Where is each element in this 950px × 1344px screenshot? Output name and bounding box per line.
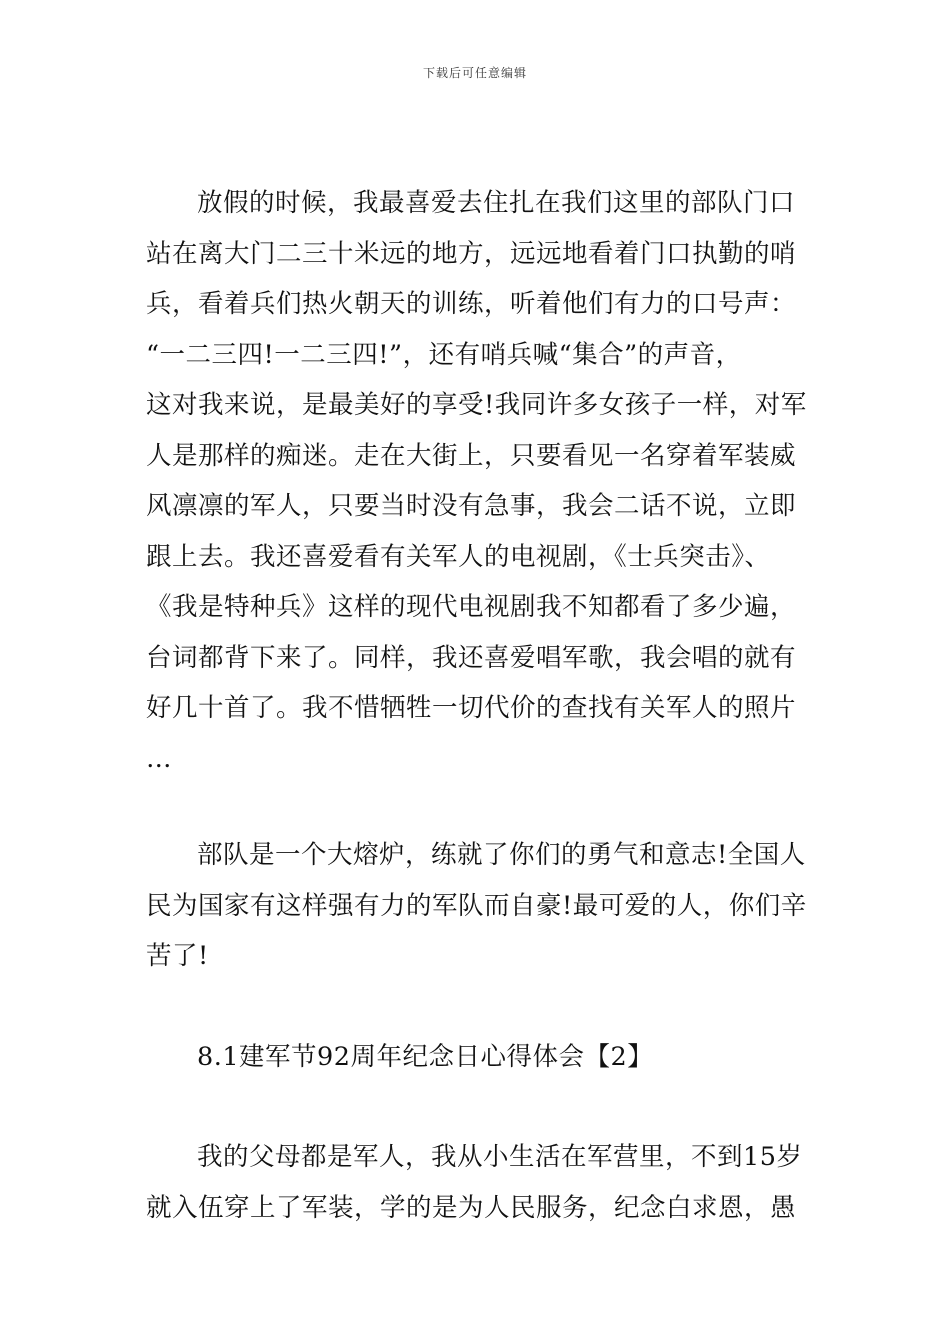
text-line: 人是那样的痴迷。走在大街上，只要看见一名穿着军装威 [146, 440, 797, 471]
text-line: 放假的时候，我最喜爱去住扎在我们这里的部队门口 [197, 188, 796, 218]
text-line: “一二三四!一二三四!”，还有哨兵喊“集合”的声音， [146, 339, 742, 370]
text-line: 兵，看着兵们热火朝天的训练，听着他们有力的口号声： [146, 289, 797, 319]
paragraph-visiting-army [146, 178, 806, 784]
text-line: 跟上去。我还喜爱看有关军人的电视剧，《士兵突击》、 [146, 541, 771, 572]
text-line: 部队是一个大熔炉，练就了你们的勇气和意志!全国人 [197, 840, 806, 870]
paragraph-parents-soldiers [146, 1132, 806, 1233]
text-line: 这对我来说，是最美好的享受!我同许多女孩子一样，对军 [146, 390, 807, 420]
page-header-note: 下载后可任意编辑 [422, 66, 527, 80]
paragraph-army-furnace [146, 830, 806, 982]
text-line: 我的父母都是军人，我从小生活在军营里，不到15岁 [197, 1142, 803, 1172]
text-line: 《我是特种兵》这样的现代电视剧我不知都看了多少遍， [146, 592, 797, 622]
text-line: 台词都背下来了。同样，我还喜爱唱军歌，我会唱的就有 [146, 642, 797, 673]
text-line: 风凛凛的军人，只要当时没有急事，我会二话不说，立即 [146, 491, 797, 521]
document-body [146, 178, 806, 1233]
text-line: 站在离大门二三十米远的地方，远远地看着门口执勤的哨 [146, 238, 797, 269]
text-line: … [146, 743, 172, 774]
paragraph-spacer [146, 784, 806, 830]
text-line: 就入伍穿上了军装，学的是为人民服务，纪念白求恩，愚 [146, 1192, 797, 1223]
text-line: 苦了! [146, 941, 209, 971]
text-line: 好几十首了。我不惜牺牲一切代价的查找有关军人的照片 [146, 693, 797, 723]
text-line: 民为国家有这样强有力的军队而自豪!最可爱的人，你们辛 [146, 890, 807, 921]
paragraph-spacer [146, 1082, 806, 1132]
section-title: 8.1建军节92周年纪念日心得体会【2】 [197, 1041, 654, 1072]
section-heading [146, 1032, 806, 1083]
paragraph-spacer [146, 982, 806, 1032]
